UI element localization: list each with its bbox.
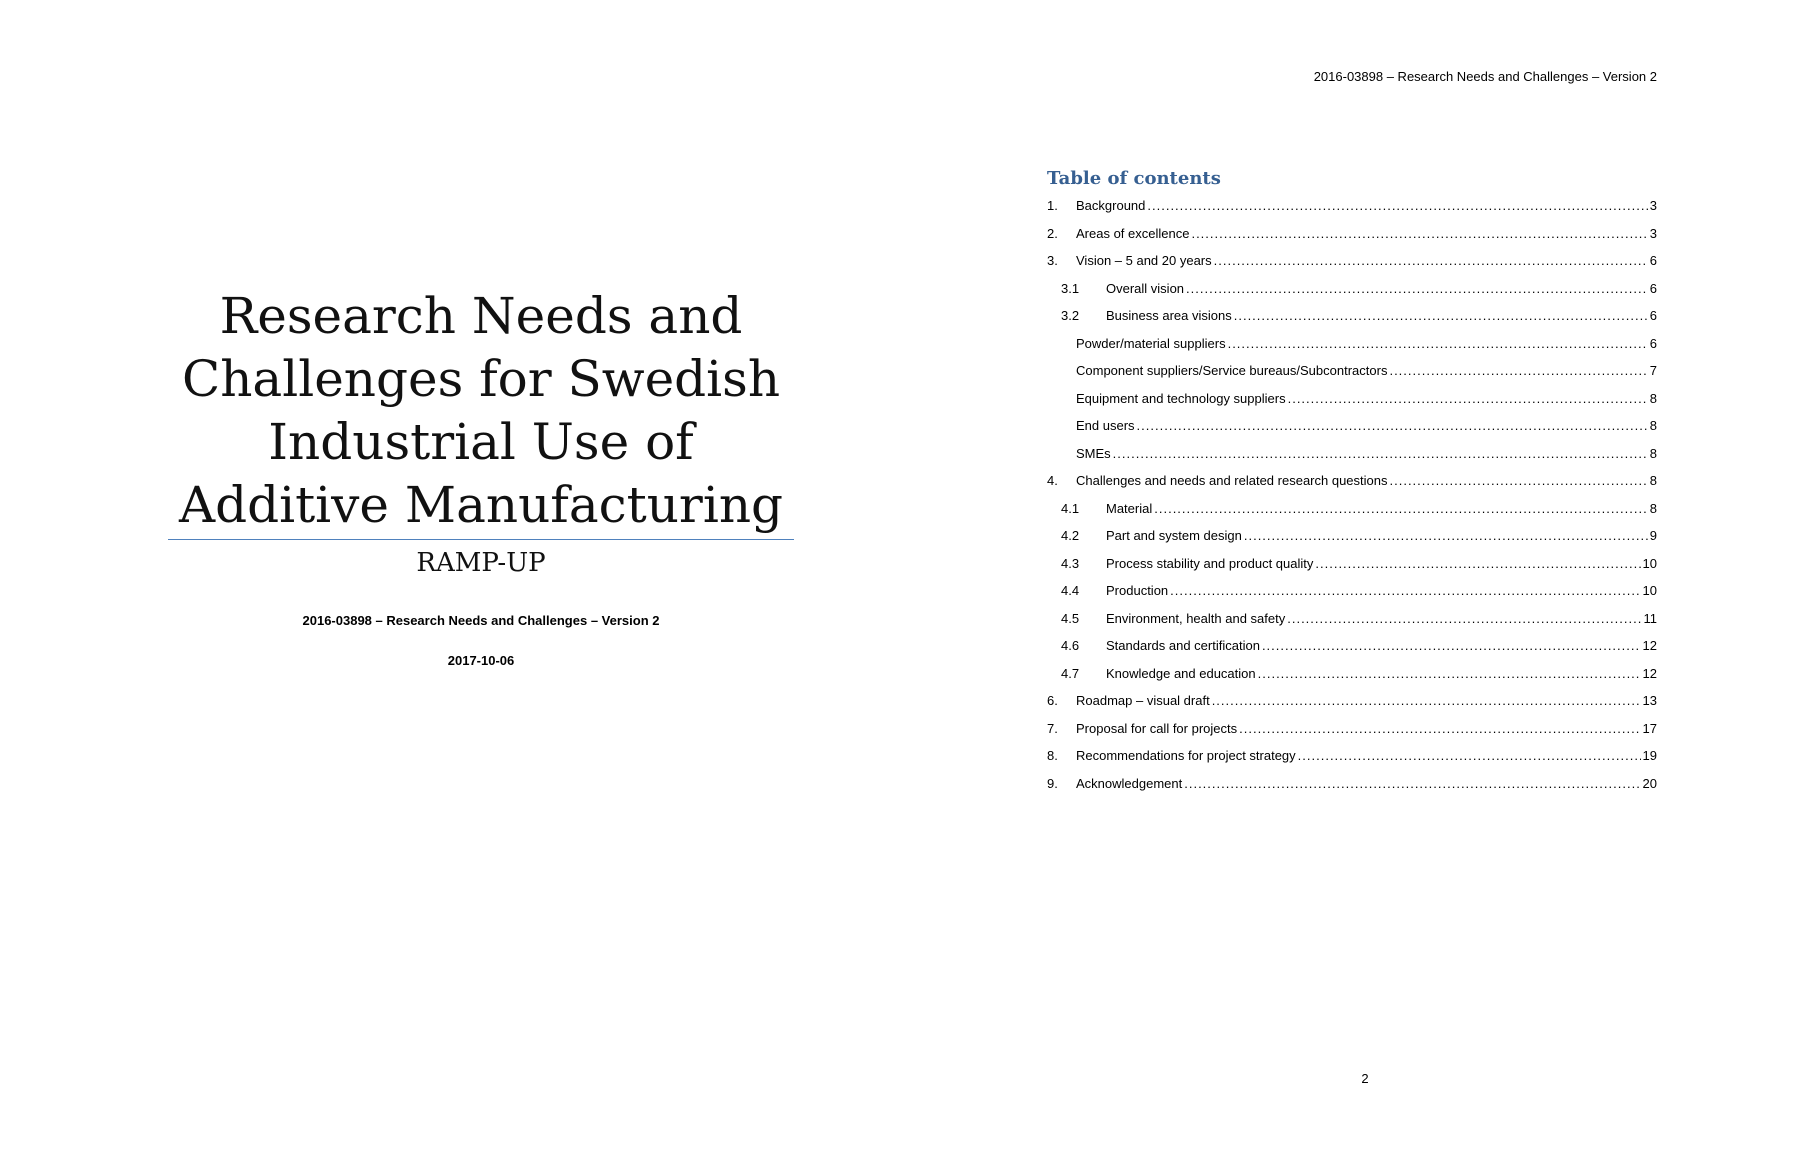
toc-entry-label: Material [1106,500,1153,516]
toc-entry-page: 8 [1649,500,1657,516]
toc-heading: Table of contents [1047,168,1221,189]
toc-entry-number: 4.5 [1061,610,1080,626]
toc-entry[interactable] [1047,385,1657,413]
toc-entry-number: 3.1 [1061,280,1080,296]
toc-entry-label: Vision – 5 and 20 years [1076,253,1212,268]
toc-entry-number: 4.4 [1061,583,1080,598]
toc-entry[interactable] [1047,275,1657,303]
toc-dot-leader [1258,660,1641,688]
toc-entry-number: 8. [1047,748,1058,763]
toc-entry-label: Proposal for call for projects [1076,720,1238,736]
toc-entry[interactable] [1047,220,1657,248]
toc-entry-number: 3. [1047,253,1058,268]
toc-entry-number: 2. [1047,225,1058,241]
toc-entry-page: 6 [1649,335,1657,351]
toc-entry-page: 8 [1649,473,1657,488]
toc-entry-number: 3.2 [1061,308,1080,323]
toc-entry-number: 6. [1047,693,1058,708]
toc-dot-leader [1234,302,1648,330]
toc-dot-leader [1147,192,1647,220]
toc-dot-leader [1239,715,1640,743]
toc-entry-label: Roadmap – visual draft [1076,693,1210,708]
toc-entry-page: 10 [1642,583,1657,598]
cover-subtitle: RAMP-UP [416,548,546,578]
toc-entry-page: 8 [1649,390,1657,406]
toc-entry-page: 11 [1643,610,1657,626]
toc-entry-page: 12 [1642,638,1657,653]
toc-entry-number: 4.1 [1061,500,1080,516]
toc-entry-label: Equipment and technology suppliers [1076,390,1286,406]
toc-entry[interactable] [1047,247,1657,275]
toc-entry-number: 4.2 [1061,528,1080,543]
toc-entry-page: 17 [1642,720,1657,736]
toc-entry-label: Knowledge and education [1106,665,1256,681]
toc-dot-leader [1315,550,1640,578]
toc-entry[interactable] [1047,687,1657,715]
cover-title: Research Needs and Challenges for Swedish Industrial Use of Additive Manufacturing [178,287,784,534]
toc-dot-leader [1287,605,1641,633]
toc-entry-page: 10 [1642,555,1657,571]
toc-entry[interactable] [1047,577,1657,605]
toc-dot-leader [1244,522,1648,550]
toc-entry-number: 4.3 [1061,555,1080,571]
toc-entry[interactable] [1047,440,1657,468]
toc-entry-label: Powder/material suppliers [1076,335,1226,351]
toc-dot-leader [1228,330,1648,358]
toc-entry-page: 6 [1649,280,1657,296]
toc-dot-leader [1298,742,1641,770]
page-number: 2 [1361,1071,1369,1086]
toc-entry-label: Part and system design [1106,528,1242,543]
toc-entry-page: 6 [1649,308,1657,323]
toc-dot-leader [1170,577,1640,605]
toc-entry-number: 4.7 [1061,665,1080,681]
toc-list [1047,192,1657,797]
toc-entry-page: 7 [1649,363,1657,378]
toc-entry-number: 4. [1047,473,1058,488]
toc-dot-leader [1212,687,1641,715]
toc-entry[interactable] [1047,632,1657,660]
toc-entry-page: 6 [1649,253,1657,268]
toc-dot-leader [1262,632,1641,660]
toc-entry-label: Production [1106,583,1169,598]
toc-dot-leader [1390,467,1648,495]
toc-entry-label: Overall vision [1106,280,1185,296]
toc-dot-leader [1288,385,1648,413]
toc-entry[interactable] [1047,550,1657,578]
toc-entry-label: Background [1076,198,1146,213]
toc-entry-label: End users [1076,418,1135,433]
toc-entry[interactable] [1047,412,1657,440]
toc-entry[interactable] [1047,495,1657,523]
toc-dot-leader [1137,412,1648,440]
toc-entry[interactable] [1047,302,1657,330]
toc-entry-label: Environment, health and safety [1106,610,1286,626]
toc-entry-page: 8 [1649,418,1657,433]
running-header: 2016-03898 – Research Needs and Challenges – Version 2 [1313,69,1657,84]
toc-entry[interactable] [1047,522,1657,550]
toc-entry[interactable] [1047,357,1657,385]
toc-dot-leader [1214,247,1648,275]
toc-dot-leader [1113,440,1648,468]
toc-entry[interactable] [1047,770,1657,798]
toc-page [960,0,1805,1160]
toc-entry-label: Business area visions [1106,308,1232,323]
toc-entry[interactable] [1047,330,1657,358]
toc-dot-leader [1191,220,1647,248]
toc-entry-label: Areas of excellence [1076,225,1190,241]
toc-entry-number: 7. [1047,720,1058,736]
toc-entry-page: 20 [1642,775,1657,791]
toc-entry[interactable] [1047,742,1657,770]
toc-entry[interactable] [1047,715,1657,743]
toc-entry-label: Challenges and needs and related research questions [1076,473,1388,488]
toc-dot-leader [1154,495,1648,523]
toc-dot-leader [1186,275,1648,303]
toc-entry-label: Standards and certification [1106,638,1260,653]
toc-entry-page: 12 [1642,665,1657,681]
toc-entry-number: 4.6 [1061,638,1080,653]
toc-entry-number: 9. [1047,775,1058,791]
title-divider [168,539,794,540]
toc-entry-page: 3 [1649,225,1657,241]
toc-entry-label: Recommendations for project strategy [1076,748,1296,763]
toc-entry-label: Acknowledgement [1076,775,1183,791]
toc-entry-label: SMEs [1076,445,1111,461]
toc-entry[interactable] [1047,660,1657,688]
toc-entry-page: 8 [1649,445,1657,461]
toc-entry-label: Component suppliers/Service bureaus/Subcontractors [1076,363,1388,378]
toc-entry[interactable] [1047,192,1657,220]
toc-dot-leader [1184,770,1640,798]
toc-entry-page: 3 [1649,198,1657,213]
toc-entry[interactable] [1047,605,1657,633]
toc-entry-page: 9 [1649,528,1657,543]
toc-entry-page: 19 [1642,748,1657,763]
toc-entry[interactable] [1047,467,1657,495]
cover-date: 2017-10-06 [447,653,515,668]
toc-entry-number: 1. [1047,198,1058,213]
toc-dot-leader [1389,357,1647,385]
toc-entry-page: 13 [1642,693,1657,708]
cover-document-id: 2016-03898 – Research Needs and Challenges – Version 2 [302,613,660,628]
toc-entry-label: Process stability and product quality [1106,555,1314,571]
